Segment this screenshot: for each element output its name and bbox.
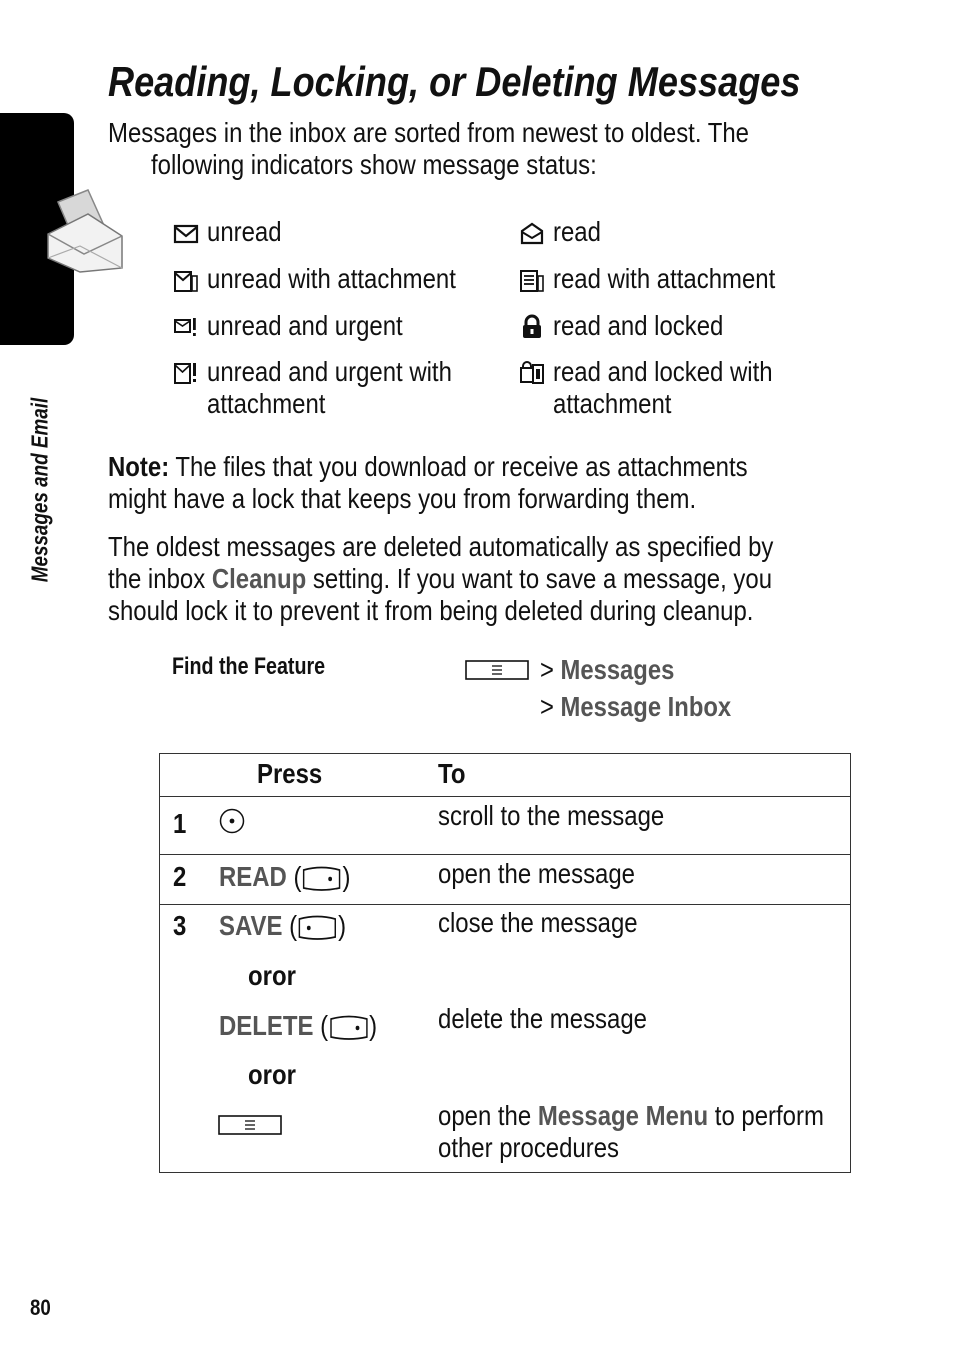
indicator-unread-urgent-attachment-label: unread and urgent with	[207, 356, 452, 387]
step-action: scroll to the message	[438, 800, 665, 831]
nav-key-icon	[219, 808, 245, 834]
read-key-label: READ	[219, 861, 287, 892]
delete-key: DELETE ( )	[219, 1010, 378, 1041]
or-separator: oror	[248, 960, 296, 991]
read-icon	[519, 221, 545, 247]
indicator-unread-attachment-label: unread with attachment	[207, 263, 456, 294]
read-locked-attachment-icon	[519, 360, 545, 386]
envelope-icon	[44, 184, 124, 276]
step-number: 1	[173, 808, 187, 839]
indicator-unread-label: unread	[207, 216, 282, 247]
header-to: To	[438, 758, 466, 789]
note-line-1: Note: The files that you download or receive as attachments	[108, 451, 748, 482]
unread-urgent-attachment-icon	[173, 360, 199, 386]
cleanup-term: Cleanup	[211, 563, 307, 594]
menu-key-icon	[218, 1115, 282, 1135]
right-soft-key-icon	[301, 866, 342, 892]
read-key: READ ( )	[219, 861, 351, 892]
step-action-line-2: other procedures	[438, 1132, 619, 1163]
indicator-read-locked-attachment-label: read and locked with	[553, 356, 773, 387]
page-number: 80	[30, 1295, 51, 1320]
cleanup-line-2: the inbox Cleanup setting. If you want to save a message, you	[108, 563, 773, 594]
note-line-2: might have a lock that keeps you from forwarding them.	[108, 483, 697, 514]
indicator-read-locked-attachment-label-2: attachment	[553, 388, 672, 419]
step-action: open the Message Menu to perform	[438, 1100, 824, 1131]
or-separator: oror	[248, 1059, 296, 1090]
step-action: delete the message	[438, 1003, 647, 1034]
intro-line-1: Messages in the inbox are sorted from newest to oldest. The	[108, 117, 749, 148]
intro-line-2: following indicators show message status:	[151, 149, 597, 180]
left-soft-key-icon	[297, 915, 338, 941]
read-attachment-icon	[519, 268, 545, 294]
save-key: SAVE ( )	[219, 910, 347, 941]
find-feature-path-1: > Messages	[540, 654, 675, 685]
menu-path-messages: Messages	[560, 654, 675, 685]
steps-table	[159, 753, 851, 1173]
side-tab-label: Messages and Email	[26, 397, 53, 583]
find-feature-label: Find the Feature	[172, 653, 326, 680]
unread-urgent-icon	[173, 314, 199, 340]
unread-attachment-icon	[173, 268, 199, 294]
menu-path-message-inbox: Message Inbox	[560, 691, 732, 722]
read-locked-icon	[519, 314, 545, 340]
right-soft-key-icon	[328, 1015, 369, 1041]
note-label: Note:	[108, 451, 170, 482]
cleanup-line-1: The oldest messages are deleted automatically as specified by	[108, 531, 774, 562]
table-rule	[160, 796, 850, 797]
cleanup-line-3: should lock it to prevent it from being deleted during cleanup.	[108, 595, 754, 626]
message-menu-term: Message Menu	[537, 1100, 709, 1131]
menu-key-icon	[465, 660, 529, 680]
indicator-read-attachment-label: read with attachment	[553, 263, 776, 294]
indicator-unread-urgent-attachment-label-2: attachment	[207, 388, 326, 419]
indicator-read-label: read	[553, 216, 601, 247]
page-title: Reading, Locking, or Deleting Messages	[108, 58, 801, 105]
indicator-read-locked-label: read and locked	[553, 310, 724, 341]
unread-icon	[173, 221, 199, 247]
delete-key-label: DELETE	[219, 1010, 314, 1041]
table-rule	[160, 854, 850, 855]
save-key-label: SAVE	[219, 910, 283, 941]
header-press: Press	[257, 758, 323, 789]
step-number: 2	[173, 861, 187, 892]
table-rule	[160, 904, 850, 905]
step-number: 3	[173, 910, 187, 941]
step-action: open the message	[438, 858, 635, 889]
find-feature-path-2: > Message Inbox	[540, 691, 732, 722]
step-action: close the message	[438, 907, 638, 938]
indicator-unread-urgent-label: unread and urgent	[207, 310, 403, 341]
